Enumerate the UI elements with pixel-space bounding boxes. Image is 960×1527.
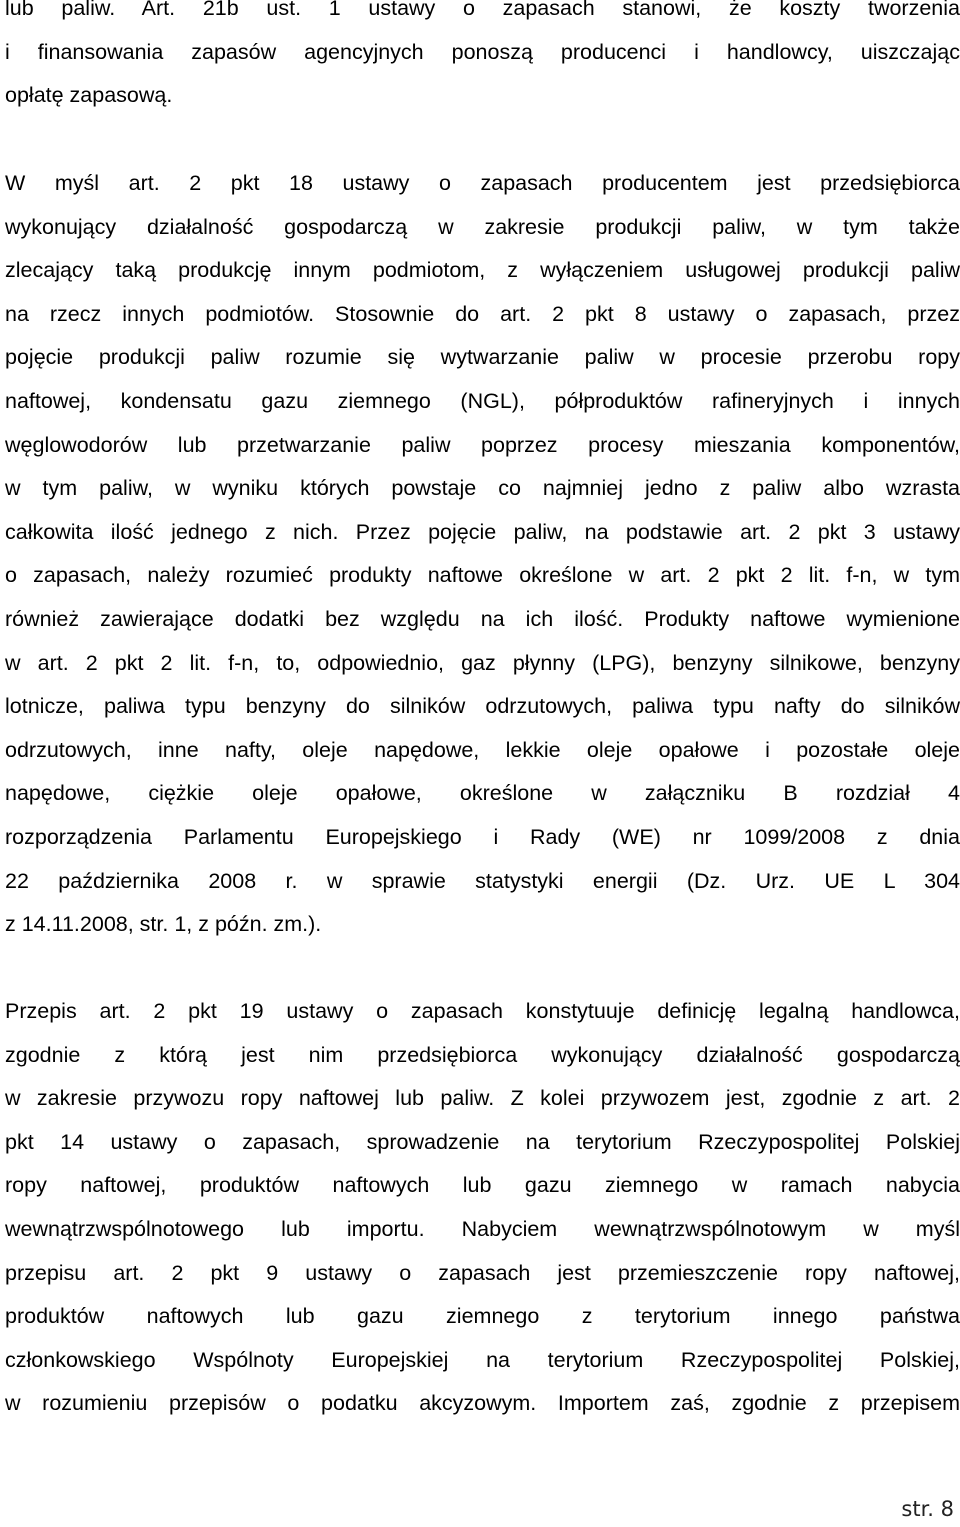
text-line: lub paliw. Art. 21b ust. 1 ustawy o zapasach stanowi, że koszty tworzenia	[5, 0, 960, 20]
text-line: z 14.11.2008, str. 1, z późn. zm.).	[5, 912, 322, 937]
text-line: zgodnie z którą jest nim przedsiębiorca wykonujący działalność gospodarczą	[5, 1042, 960, 1067]
paragraph-1	[5, 0, 960, 118]
text-line: rozporządzenia Parlamentu Europejskiego i Rady (WE) nr 1099/2008 z dnia	[5, 824, 960, 849]
text-line: opłatę zapasową.	[5, 83, 173, 108]
text-line: zlecający taką produkcję innym podmiotom, z wyłączeniem usługowej produkcji paliw	[5, 258, 960, 283]
text-line: wewnątrzwspólnotowego lub importu. Nabyciem wewnątrzwspólnotowym w myśl	[5, 1216, 960, 1241]
text-line: całkowita ilość jednego z nich. Przez pojęcie paliw, na podstawie art. 2 pkt 3 ustawy	[5, 519, 960, 544]
paragraph-3	[5, 990, 960, 1426]
text-line: pkt 14 ustawy o zapasach, sprowadzenie na terytorium Rzeczypospolitej Polskiej	[5, 1129, 960, 1154]
text-line: Przepis art. 2 pkt 19 ustawy o zapasach konstytuuje definicję legalną handlowca,	[5, 999, 960, 1023]
text-line: węglowodorów lub przetwarzanie paliw poprzez procesy mieszania komponentów,	[5, 432, 960, 457]
page-number: str. 8	[901, 1497, 954, 1521]
text-line: w zakresie przywozu ropy naftowej lub paliw. Z kolei przywozem jest, zgodnie z art. 2	[5, 1086, 960, 1111]
text-line: 22 października 2008 r. w sprawie statystyki energii (Dz. Urz. UE L 304	[5, 868, 960, 893]
text-line: w rozumieniu przepisów o podatku akcyzowym. Importem zaś, zgodnie z przepisem	[5, 1391, 960, 1416]
text-line: produktów naftowych lub gazu ziemnego z terytorium innego państwa	[5, 1304, 960, 1329]
text-line: napędowe, ciężkie oleje opałowe, określone w załączniku B rozdział 4	[5, 781, 960, 806]
text-line: i finansowania zapasów agencyjnych ponoszą producenci i handlowcy, uiszczając	[5, 39, 960, 64]
text-line: w tym paliw, w wyniku których powstaje co najmniej jedno z paliw albo wzrasta	[5, 476, 960, 501]
text-line: W myśl art. 2 pkt 18 ustawy o zapasach producentem jest przedsiębiorca	[5, 171, 960, 195]
text-line: w art. 2 pkt 2 lit. f-n, to, odpowiednio, gaz płynny (LPG), benzyny silnikowe, benzyny	[5, 650, 960, 675]
text-line: również zawierające dodatki bez względu na ich ilość. Produkty naftowe wymienione	[5, 606, 960, 631]
text-line: wykonujący działalność gospodarczą w zakresie produkcji paliw, w tym także	[5, 214, 960, 239]
text-line: przepisu art. 2 pkt 9 ustawy o zapasach jest przemieszczenie ropy naftowej,	[5, 1260, 960, 1285]
text-line: lotnicze, paliwa typu benzyny do silników odrzutowych, paliwa typu nafty do silników	[5, 694, 960, 719]
text-line: naftowej, kondensatu gazu ziemnego (NGL), półproduktów rafineryjnych i innych	[5, 388, 960, 413]
text-line: o zapasach, należy rozumieć produkty naftowe określone w art. 2 pkt 2 lit. f-n, w tym	[5, 563, 960, 588]
paragraph-2	[5, 162, 960, 947]
text-line: ropy naftowej, produktów naftowych lub gazu ziemnego w ramach nabycia	[5, 1173, 960, 1198]
text-line: pojęcie produkcji paliw rozumie się wytwarzanie paliw w procesie przerobu ropy	[5, 345, 960, 370]
text-line: na rzecz innych podmiotów. Stosownie do art. 2 pkt 8 ustawy o zapasach, przez	[5, 301, 960, 326]
text-line: członkowskiego Wspólnoty Europejskiej na terytorium Rzeczypospolitej Polskiej,	[5, 1347, 960, 1372]
text-line: odrzutowych, inne nafty, oleje napędowe, lekkie oleje opałowe i pozostałe oleje	[5, 737, 960, 762]
